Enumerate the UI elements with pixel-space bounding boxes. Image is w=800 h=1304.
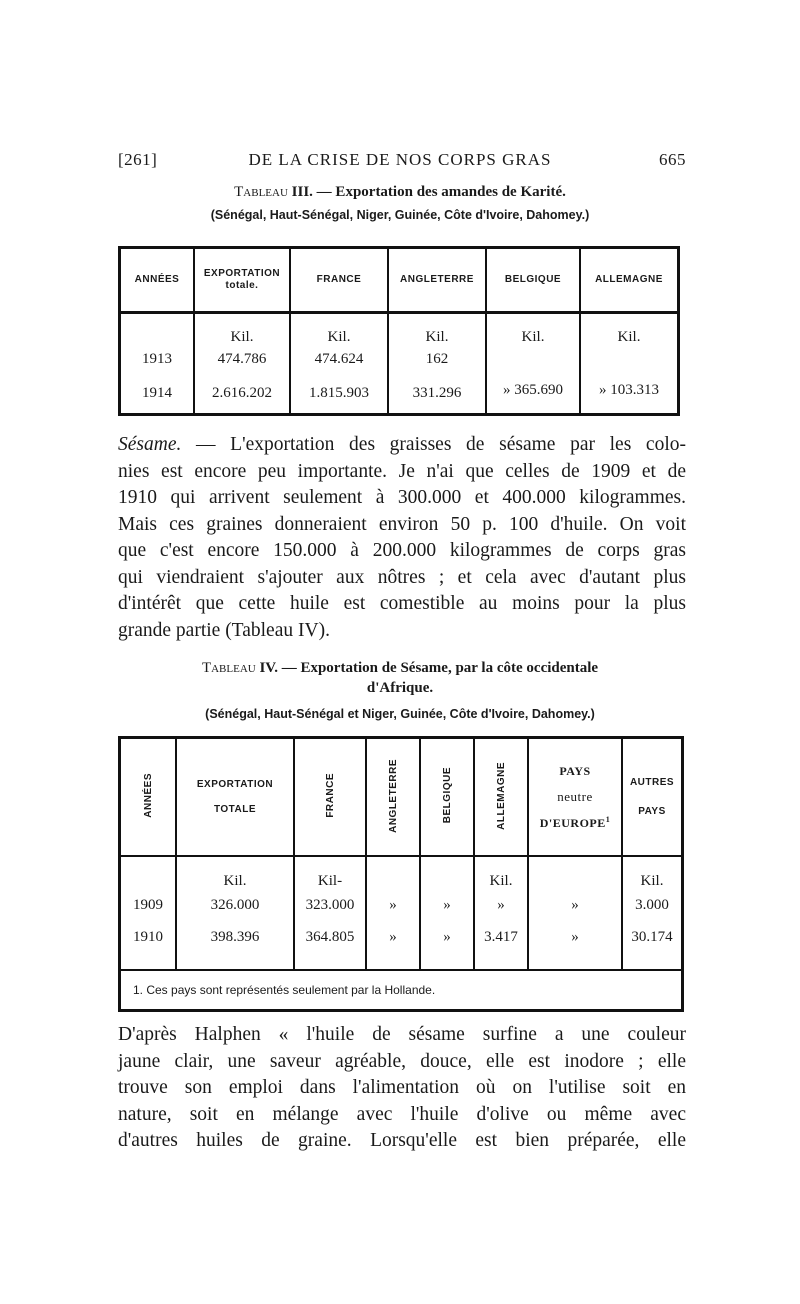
table4-caption-line2: d'Afrique. bbox=[366, 680, 434, 696]
text-line: grande partie (Tableau IV). bbox=[118, 619, 330, 641]
table-cell-year: 1913 bbox=[142, 351, 172, 367]
table4-col-autres-pays: AUTRES PAYS bbox=[622, 738, 683, 857]
table4-caption bbox=[0, 660, 800, 677]
page-number: 665 bbox=[659, 150, 686, 169]
text-line: nature, soit en mélange avec l'huile d'olive ou même avec bbox=[118, 1103, 686, 1125]
table-cell bbox=[120, 313, 195, 415]
table-cell-value: 1.815.903 bbox=[309, 385, 369, 401]
table-cell-value: » bbox=[389, 897, 397, 913]
table-cell-value: » bbox=[497, 897, 505, 913]
table3-caption-sub: (Sénégal, Haut-Sénégal, Niger, Guinée, Côte d'Ivoire, Dahomey.) bbox=[210, 208, 590, 222]
table3-col-belgique: BELGIQUE bbox=[486, 248, 580, 313]
table-cell bbox=[120, 856, 177, 970]
table-cell bbox=[176, 856, 294, 970]
table4-footnote: 1. Ces pays sont représentés seulement par la Hollande. bbox=[120, 970, 683, 1011]
table-cell-value: » bbox=[571, 897, 579, 913]
unit-label: Kil. bbox=[230, 329, 254, 345]
page-reference: [261] bbox=[118, 150, 158, 169]
unit-label: Kil. bbox=[327, 329, 351, 345]
running-title: DE LA CRISE DE NOS CORPS GRAS bbox=[248, 150, 552, 169]
table-cell-year: 1910 bbox=[133, 929, 163, 945]
table-cell-year: 1914 bbox=[142, 385, 172, 401]
table-cell-value: 2.616.202 bbox=[212, 385, 272, 401]
table4-caption-title: IV. — Exportation de Sésame, par la côte occidentale bbox=[259, 660, 599, 676]
section-keyword: Sésame. bbox=[118, 434, 182, 455]
table4-col-annees: ANNÉES bbox=[120, 738, 177, 857]
table3-col-annees: ANNÉES bbox=[120, 248, 195, 313]
table4-col-france: FRANCE bbox=[294, 738, 366, 857]
table3-col-exportation: EXPORTATION totale. bbox=[194, 248, 290, 313]
table-cell bbox=[486, 313, 580, 415]
table-cell-value: » 365.690 bbox=[503, 382, 563, 398]
table4 bbox=[118, 736, 684, 1012]
table3-col-allemagne: ALLEMAGNE bbox=[580, 248, 679, 313]
table-cell-value: » bbox=[389, 929, 397, 945]
table3-caption bbox=[0, 184, 800, 201]
paragraph-halphen bbox=[118, 1022, 686, 1155]
table-cell-value: 3.417 bbox=[484, 929, 518, 945]
table-cell-value: 364.805 bbox=[305, 929, 355, 945]
table4-col-allemagne: ALLEMAGNE bbox=[474, 738, 528, 857]
paragraph-sesame bbox=[118, 432, 686, 644]
text-line: qui viendraient s'ajouter aux nôtres ; et cela avec d'autant plus bbox=[118, 566, 686, 588]
table-cell bbox=[474, 856, 528, 970]
table-cell bbox=[420, 856, 474, 970]
table-cell-value: » bbox=[571, 929, 579, 945]
table4-col-angleterre: ANGLETERRE bbox=[366, 738, 420, 857]
text-line: d'intérêt que cette huile est comestible au moins pour la plus bbox=[118, 593, 686, 614]
table4-footnote-row bbox=[120, 970, 683, 1011]
table-row bbox=[120, 856, 683, 970]
text-line: trouve son emploi dans l'alimentation où on l'utilise soit en bbox=[118, 1077, 686, 1098]
table3-col-angleterre: ANGLETERRE bbox=[388, 248, 486, 313]
table4-col-belgique: BELGIQUE bbox=[420, 738, 474, 857]
table-cell bbox=[528, 856, 622, 970]
table-cell-value: 331.296 bbox=[412, 385, 462, 401]
unit-label: Kil. bbox=[223, 873, 247, 889]
unit-label: Kil. bbox=[640, 873, 664, 889]
table-cell-value: » 103.313 bbox=[599, 382, 659, 398]
table-cell-value: 30.174 bbox=[631, 929, 673, 945]
table4-col-pays-neutre: PAYS neutre D'EUROPE$^1$ bbox=[528, 738, 622, 857]
table-cell-value: 474.786 bbox=[217, 351, 267, 367]
unit-label: Kil. bbox=[489, 873, 513, 889]
text-line: 1910 qui arrivent seulement à 300.000 et 400.000 kilogrammes. bbox=[118, 487, 686, 508]
table3-caption-prefix: Tableau bbox=[234, 184, 288, 200]
unit-label: Kil. bbox=[617, 329, 641, 345]
table3 bbox=[118, 246, 680, 416]
table-cell bbox=[294, 856, 366, 970]
table-cell bbox=[388, 313, 486, 415]
text-line: Sésame. — L'exportation des graisses de sésame par les colo- bbox=[118, 434, 686, 455]
text-line: jaune clair, une saveur agréable, douce, elle est inodore ; elle bbox=[118, 1050, 686, 1072]
text-line: d'autres huiles de graine. Lorsqu'elle est bien préparée, elle bbox=[118, 1130, 686, 1151]
table3-header-row bbox=[120, 248, 679, 313]
table4-header-row bbox=[120, 738, 683, 857]
table3-col-france: FRANCE bbox=[290, 248, 388, 313]
table-cell bbox=[366, 856, 420, 970]
table4-col-exportation: EXPORTATION TOTALE bbox=[176, 738, 294, 857]
table-cell-value: » bbox=[443, 897, 451, 913]
table-cell bbox=[194, 313, 290, 415]
table4-caption-sub: (Sénégal, Haut-Sénégal et Niger, Guinée, Côte d'Ivoire, Dahomey.) bbox=[205, 707, 595, 721]
table-cell-value: 323.000 bbox=[305, 897, 355, 913]
table4-caption-prefix: Tableau bbox=[201, 660, 256, 676]
footnote-marker: 1 bbox=[605, 814, 611, 824]
table-cell-value: 3.000 bbox=[635, 897, 669, 913]
text-line: que c'est encore 150.000 à 200.000 kilogrammes de corps gras bbox=[118, 540, 686, 561]
text-line: Mais ces graines donneraient environ 50 p. 100 d'huile. On voit bbox=[118, 513, 686, 535]
table3-caption-title: III. — Exportation des amandes de Karité. bbox=[291, 184, 566, 200]
table-cell bbox=[622, 856, 683, 970]
text-line: nies est encore peu importante. Je n'ai que celles de 1909 et de bbox=[118, 460, 686, 482]
text-line: D'après Halphen « l'huile de sésame surfine a une couleur bbox=[118, 1024, 686, 1045]
unit-label: Kil. bbox=[521, 329, 545, 345]
table-cell bbox=[580, 313, 679, 415]
table-cell-value: 326.000 bbox=[210, 897, 260, 913]
table-cell-value bbox=[581, 348, 677, 370]
table-row bbox=[120, 313, 679, 415]
table-cell-value: 398.396 bbox=[210, 929, 260, 945]
unit-label: Kil- bbox=[317, 873, 343, 889]
table-cell-value: 474.624 bbox=[314, 351, 364, 367]
table-cell-value: 162 bbox=[425, 351, 449, 367]
unit-label: Kil. bbox=[425, 329, 449, 345]
table-cell-value: » bbox=[443, 929, 451, 945]
table-cell-value bbox=[487, 348, 579, 370]
table-cell-year: 1909 bbox=[133, 897, 163, 913]
table-cell bbox=[290, 313, 388, 415]
